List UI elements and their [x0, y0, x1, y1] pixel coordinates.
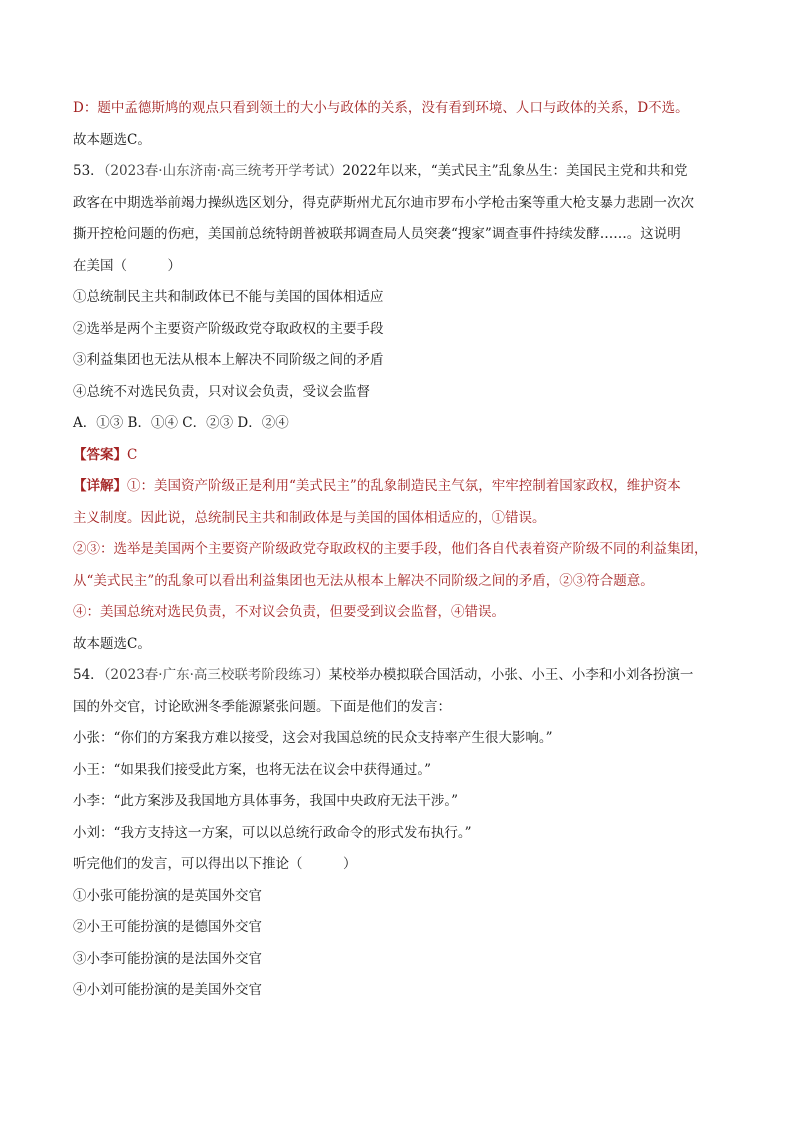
- q54-prompt: 听完他们的发言，可以得出以下推论（ ）: [73, 856, 357, 872]
- q54-option-3: ③小李可能扮演的是法国外交官: [73, 950, 262, 967]
- q54-number: 54．: [73, 667, 104, 683]
- q53-source: （2023春·山东济南·高三统考开学考试）: [103, 163, 343, 179]
- q54-option-2: ②小王可能扮演的是德国外交官: [73, 919, 262, 935]
- detail-tag: 【详解】: [73, 478, 127, 494]
- q54-option-4: ④小刘可能扮演的是美国外交官: [73, 982, 262, 998]
- q54-speech-zhang: 小张：“你们的方案我方难以接受，这会对我国总统的民众支持率产生很大影响。”: [73, 730, 553, 746]
- q53-stem-line-4: 在美国（ ）: [73, 257, 181, 274]
- q53-option-3: ③利益集团也无法从根本上解决不同阶级之间的矛盾: [73, 352, 384, 368]
- q53-detail-line-5: ④：美国总统对选民负责，不对议会负责，但要受到议会监督，④错误。: [73, 604, 505, 620]
- option-d-explanation: D：题中孟德斯鸠的观点只看到领土的大小与政体的关系，没有看到环境、人口与政体的关系，D不选。: [73, 100, 689, 116]
- document-page: [73, 98, 723, 1012]
- q53-detail-line-1: [73, 476, 723, 496]
- q54-stem-text: 某校举办模拟联合国活动，小张、小王、小李和小刘各扮演一: [328, 667, 694, 683]
- detail-text: ①：美国资产阶级正是利用“美式民主”的乱象制造民主气氛，牢牢控制着国家政权，维护资本: [127, 478, 681, 494]
- q53-option-2: ②选举是两个主要资产阶级政党夺取政权的主要手段: [73, 320, 384, 337]
- q53-detail-line-2: 主义制度。因此说，总统制民主共和制政体是与美国的国体相适应的，①错误。: [73, 509, 546, 526]
- q53-stem-line-3: 撕开控枪问题的伤疤，美国前总统特朗普被联邦调查局人员突袭“搜家”调查事件持续发酵……。这说明: [73, 226, 681, 242]
- q54-speech-wang: 小王：“如果我们接受此方案，也将无法在议会中获得通过。”: [73, 761, 432, 778]
- q53-stem-line-1: [73, 161, 723, 181]
- q54-speech-li: 小李：“此方案涉及我国地方具体事务，我国中央政府无法干涉。”: [73, 793, 459, 809]
- q54-source: （2023春·广东·高三校联考阶段练习）: [103, 667, 329, 683]
- q53-option-4: ④总统不对选民负责，只对议会负责，受议会监督: [73, 383, 370, 400]
- q54-option-1: ①小张可能扮演的是英国外交官: [73, 887, 262, 904]
- q53-stem-text: 2022年以来，“美式民主”乱象丛生：美国民主党和共和党: [342, 163, 688, 179]
- q53-number: 53．: [73, 163, 104, 179]
- q53-detail-line-4: 从“美式民主”的乱象可以看出利益集团也无法从根本上解决不同阶级之间的矛盾，②③符合题意。: [73, 572, 654, 589]
- q54-speech-liu: 小刘：“我方支持这一方案，可以以总统行政命令的形式发布执行。”: [73, 824, 472, 841]
- q54-stem-line-1: [73, 665, 723, 685]
- q53-stem-line-2: 政客在中期选举前竭力操纵选区划分，得克萨斯州尤瓦尔迪市罗布小学枪击案等重大枪支暴力悲剧一次次: [73, 194, 694, 211]
- q53-answer: [73, 445, 723, 465]
- q53-conclusion: 故本题选C。: [73, 635, 151, 652]
- answer-value: C: [127, 446, 138, 463]
- q53-detail-line-3: ②③：选举是美国两个主要资产阶级政党夺取政权的主要手段，他们各自代表着资产阶级不同的利益集团，: [73, 541, 708, 557]
- q53-option-1: ①总统制民主共和制政体已不能与美国的国体相适应: [73, 289, 384, 305]
- q54-stem-line-2: 国的外交官，讨论欧洲冬季能源紧张问题。下面是他们的发言：: [73, 698, 451, 715]
- q53-choices: A．①③ B．①④ C．②③ D．②④: [73, 415, 289, 431]
- answer-tag: 【答案】: [73, 446, 127, 463]
- conclusion-line: 故本题选C。: [73, 131, 151, 148]
